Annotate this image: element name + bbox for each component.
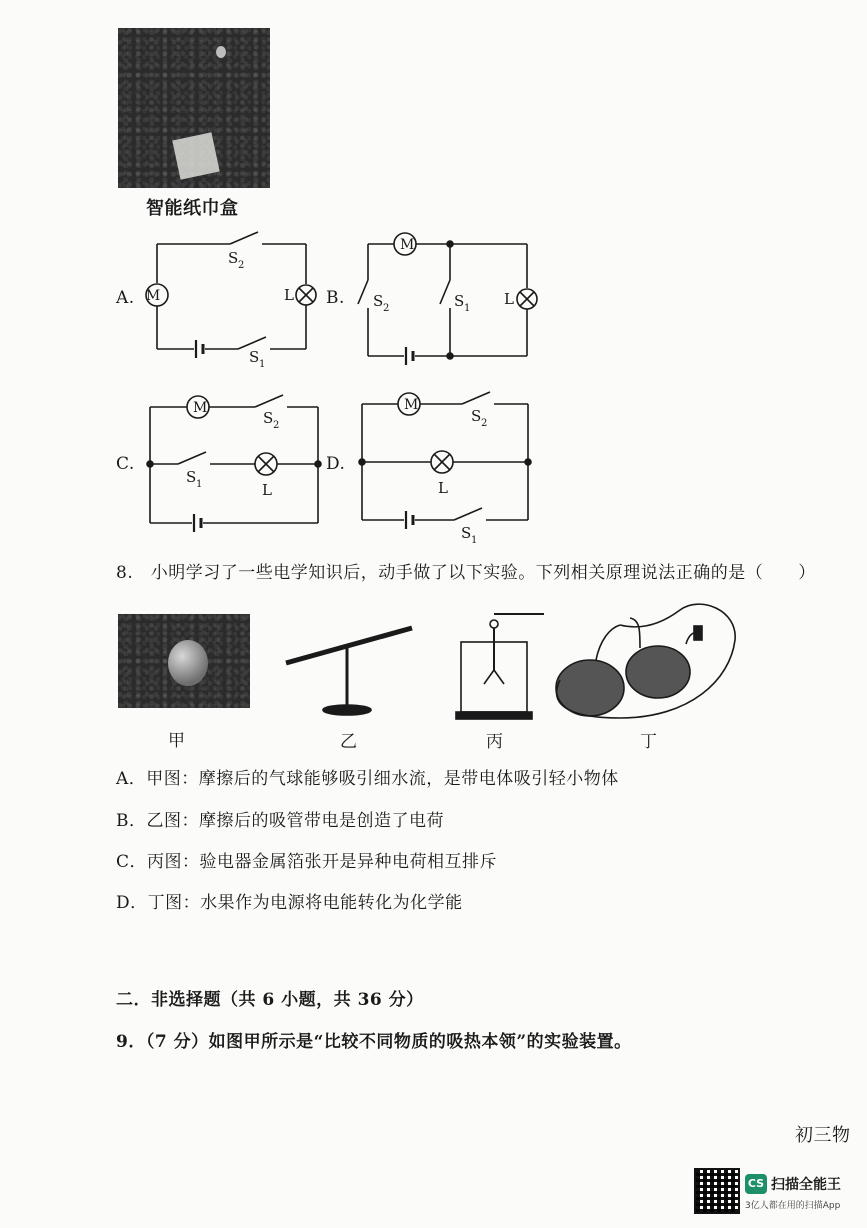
photo-caption: 智能纸巾盒 [146, 198, 239, 219]
switch-sub: 2 [383, 303, 390, 314]
question-8-option-d: D．丁图：水果作为电源将电能转化为化学能 [116, 893, 463, 913]
switch-label: S [471, 407, 482, 425]
electroscope-figure [456, 614, 544, 719]
option-d-label: D. [326, 454, 346, 474]
option-a-label: A. [116, 288, 135, 308]
switch-label: S [454, 292, 465, 310]
switch-label: S [228, 249, 239, 267]
switch-sub: 1 [196, 479, 203, 490]
switch-sub: 1 [259, 359, 266, 370]
figure-label-ding: 丁 [640, 732, 658, 752]
switch-sub: 1 [471, 535, 478, 546]
switch-label: S [461, 524, 472, 542]
switch-sub: 1 [464, 303, 471, 314]
fruit-battery-figure [556, 604, 735, 718]
question-8-option-c: C．丙图：验电器金属箔张开是异种电荷相互排斥 [116, 852, 498, 872]
switch-sub: 2 [273, 420, 280, 431]
question-8-stem: 8. 小明学习了一些电学知识后，动手做了以下实验。下列相关原理说法正确的是（ ） [116, 563, 816, 583]
motor-label: M [193, 400, 208, 416]
motor-label: M [404, 397, 419, 413]
switch-sub: 2 [238, 260, 245, 271]
scanner-app-name: 扫描全能王 [771, 1177, 841, 1193]
qr-code-icon [694, 1168, 740, 1214]
experiment-figures [0, 600, 867, 740]
option-c-label: C. [116, 454, 135, 474]
switch-label: S [373, 292, 384, 310]
question-9: 9．（7 分）如图甲所示是“比较不同物质的吸热本领”的实验装置。 [116, 1032, 632, 1052]
switch-label: S [249, 348, 260, 366]
switch-label: S [263, 409, 274, 427]
scanner-app-tagline: 3亿人都在用的扫描App [745, 1201, 841, 1211]
switch-label: S [186, 468, 197, 486]
lamp-label: L [284, 286, 294, 304]
straw-stand-figure [286, 628, 412, 715]
figure-label-jia: 甲 [168, 731, 186, 751]
question-8-option-a: A．甲图：摩擦后的气球能够吸引细水流，是带电体吸引轻小物体 [116, 769, 619, 789]
question-8-option-b: B．乙图：摩擦后的吸管带电是创造了电荷 [116, 811, 444, 831]
motor-label: M [145, 288, 161, 304]
course-label: 初三物 [795, 1125, 851, 1146]
lamp-label: L [438, 479, 448, 497]
switch-sub: 2 [481, 418, 488, 429]
lamp-label: L [504, 290, 514, 308]
option-b-label: B. [326, 288, 345, 308]
scanner-app-badge: CS [745, 1174, 767, 1194]
lamp-label: L [262, 481, 272, 499]
motor-label: M [400, 237, 415, 253]
figure-label-yi: 乙 [340, 732, 358, 752]
figure-label-bing: 丙 [486, 732, 504, 752]
section-2-title: 二．非选择题（共 6 小题，共 36 分） [116, 990, 424, 1010]
